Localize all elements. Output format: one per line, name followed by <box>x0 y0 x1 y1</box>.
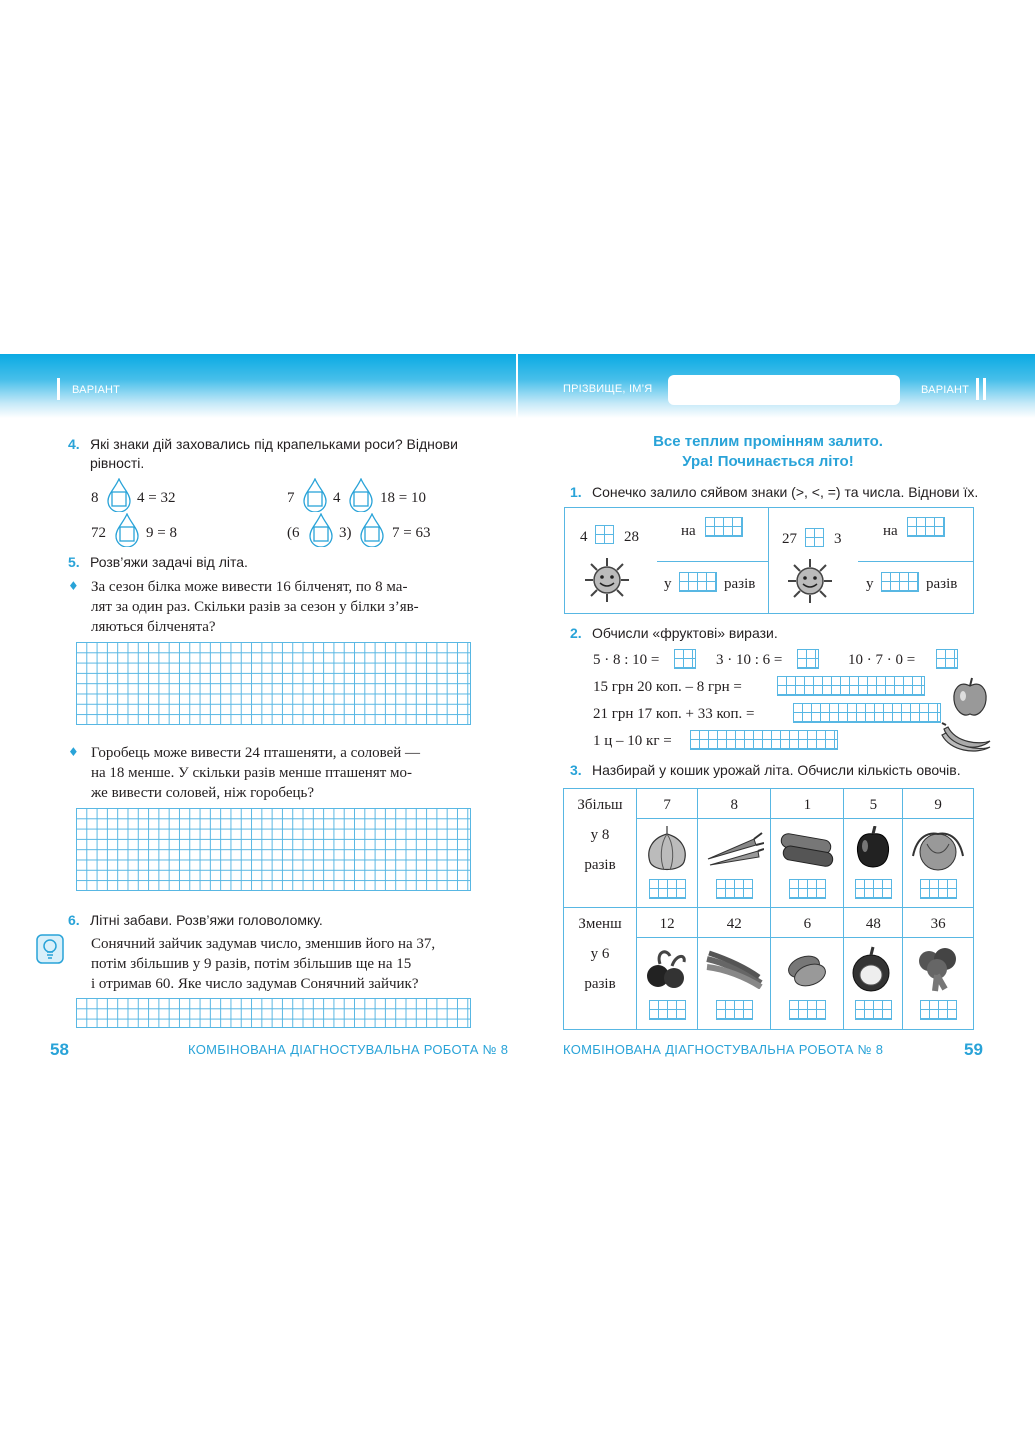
row1-label-1: Збільш <box>577 797 623 813</box>
task6-number: 6. <box>68 912 80 928</box>
eq2-a: 7 <box>287 490 295 506</box>
eq4-b: 3) <box>339 525 352 541</box>
sun2-na: на <box>883 523 898 539</box>
row1-value: 5 <box>844 789 903 819</box>
sun-icon <box>786 557 834 605</box>
task6-title: Літні забави. Розв’яжи головоломку. <box>90 912 323 928</box>
sun1-u: у <box>664 576 672 592</box>
answer-cells[interactable] <box>907 517 945 537</box>
answer-cells[interactable] <box>777 676 925 696</box>
task4-text-line2: рівності. <box>90 455 145 471</box>
sun1-raziv: разів <box>724 576 756 592</box>
eq1-left: 8 <box>91 490 99 506</box>
name-label: ПРІЗВИЩЕ, ІМ’Я <box>563 383 653 395</box>
answer-cells[interactable] <box>649 1000 686 1020</box>
eq4-a: (6 <box>287 525 300 541</box>
r-task3-number: 3. <box>570 762 582 778</box>
sun2-a: 27 <box>782 531 797 547</box>
eq2-c: 18 = 10 <box>380 490 426 506</box>
eq1-right: 4 = 32 <box>137 490 176 506</box>
expr-6: 1 ц – 10 кг = <box>593 733 672 749</box>
footer-title-left: КОМБІНОВАНА ДІАГНОСТУВАЛЬНА РОБОТА № 8 <box>188 1042 509 1057</box>
task5-p2-line1: Горобець може вивести 24 пташеняти, а соловей — <box>91 745 421 761</box>
expr-4: 15 грн 20 коп. – 8 грн = <box>593 679 742 695</box>
task6-p-line3: і отримав 60. Яке число задумав Сонячний зайчик? <box>91 976 419 992</box>
answer-cells[interactable] <box>936 649 958 669</box>
dewdrop-input[interactable] <box>114 513 140 547</box>
sun1-a: 4 <box>580 529 588 545</box>
answer-cells[interactable] <box>716 879 753 899</box>
answer-cells[interactable] <box>793 703 941 723</box>
answer-cells[interactable] <box>679 572 717 592</box>
harvest-table <box>563 788 974 1029</box>
eq3-right: 9 = 8 <box>146 525 177 541</box>
sun-task-divider <box>768 507 769 614</box>
answer-grid-1[interactable] <box>76 642 471 725</box>
page-number-right: 59 <box>964 1040 983 1059</box>
dewdrop-input[interactable] <box>106 478 132 512</box>
answer-cells[interactable] <box>674 649 696 669</box>
answer-cells[interactable] <box>797 649 819 669</box>
answer-cells[interactable] <box>789 1000 826 1020</box>
expr-5: 21 грн 17 коп. + 33 коп. = <box>593 706 755 722</box>
sun1-line <box>657 561 768 562</box>
beans-icon <box>705 949 763 989</box>
task5-p2-line3: же вивести соловей, ніж горобець? <box>91 785 315 801</box>
row2-label-1: Зменш <box>578 916 622 932</box>
task5-p1-line3: ляються білченята? <box>91 619 216 635</box>
apple-icon <box>951 676 989 718</box>
expr-2: 3 · 10 : 6 = <box>716 652 783 668</box>
answer-grid-2[interactable] <box>76 808 471 891</box>
eq2-b: 4 <box>333 490 341 506</box>
row1-value: 1 <box>771 789 844 819</box>
right-title-line2: Ура! Починається літо! <box>682 453 854 470</box>
name-input[interactable] <box>668 375 900 405</box>
left-variant-bar <box>57 378 60 400</box>
answer-cells[interactable] <box>881 572 919 592</box>
r-task2-number: 2. <box>570 625 582 641</box>
answer-cells[interactable] <box>920 879 957 899</box>
answer-cells[interactable] <box>920 1000 957 1020</box>
row2-label-2: у 6 <box>590 946 610 962</box>
task4-number: 4. <box>68 436 80 452</box>
r-task1-number: 1. <box>570 484 582 500</box>
dewdrop-input[interactable] <box>359 513 385 547</box>
r-task1-text: Сонечко залило сяйвом знаки (>, <, =) та числа. Віднови їх. <box>592 484 979 500</box>
task5-p1-line2: лят за один раз. Скільки разів за сезон у білки з’яв- <box>91 599 419 615</box>
onion-icon <box>849 945 897 993</box>
expr-3: 10 · 7 · 0 = <box>848 652 916 668</box>
cucumbers-icon <box>777 829 837 869</box>
lightbulb-icon <box>36 934 64 964</box>
row1-value: 8 <box>698 789 771 819</box>
row2-value: 48 <box>844 908 903 938</box>
dewdrop-input[interactable] <box>302 478 328 512</box>
task5-p2-line2: на 18 менше. У скільки разів менше пташенят мо- <box>91 765 413 781</box>
answer-cells[interactable] <box>690 730 838 750</box>
right-title-line1: Все теплим промінням залито. <box>653 433 883 450</box>
right-variant-label: ВАРІАНТ <box>921 384 970 396</box>
sun-icon <box>583 556 631 604</box>
sun2-b: 3 <box>834 531 842 547</box>
row1-value: 9 <box>903 789 974 819</box>
row2-value: 36 <box>903 908 974 938</box>
expr-1: 5 · 8 : 10 = <box>593 652 660 668</box>
task5-p1-line1: За сезон білка може вивести 16 білченят, по 8 ма- <box>91 579 408 595</box>
right-variant-bar-2 <box>983 378 986 400</box>
row1-value: 7 <box>637 789 698 819</box>
sign-cell[interactable] <box>595 525 614 544</box>
task5-number: 5. <box>68 554 80 570</box>
answer-cells[interactable] <box>649 879 686 899</box>
r-task3-text: Назбирай у кошик урожай літа. Обчисли кількість овочів. <box>592 762 961 778</box>
answer-cells[interactable] <box>855 879 892 899</box>
answer-cells[interactable] <box>716 1000 753 1020</box>
task6-p-line2: потім збільшив у 9 разів, потім збільшив ще на 15 <box>91 956 412 972</box>
broccoli-icon <box>913 945 963 993</box>
dewdrop-input[interactable] <box>348 478 374 512</box>
pepper-icon <box>853 826 893 872</box>
answer-cells[interactable] <box>789 879 826 899</box>
cucumber-icon <box>784 949 830 989</box>
sun2-raziv: разів <box>926 576 958 592</box>
row2-label-3: разів <box>584 976 616 992</box>
sign-cell[interactable] <box>805 528 824 547</box>
answer-cells[interactable] <box>705 517 743 537</box>
sun1-na: на <box>681 523 696 539</box>
row2-value: 42 <box>698 908 771 938</box>
cabbage-icon <box>909 826 967 872</box>
row1-label-3: разів <box>584 857 616 873</box>
bananas-icon <box>940 719 992 755</box>
sun2-u: у <box>866 576 874 592</box>
diamond-bullet-icon: ♦ <box>68 579 79 593</box>
dewdrop-input[interactable] <box>308 513 334 547</box>
row1-label-2: у 8 <box>590 827 610 843</box>
radish-icon <box>642 946 692 992</box>
r-task2-text: Обчисли «фруктові» вирази. <box>592 625 778 641</box>
answer-cells[interactable] <box>855 1000 892 1020</box>
garlic-icon <box>644 824 690 874</box>
left-variant-label: ВАРІАНТ <box>72 384 121 396</box>
task4-text-line1: Які знаки дій заховались під крапельками роси? Віднови <box>90 436 458 452</box>
task5-title: Розв’яжи задачі від літа. <box>90 554 248 570</box>
page-number-left: 58 <box>50 1040 69 1059</box>
diamond-bullet-icon: ♦ <box>68 745 79 759</box>
eq3-left: 72 <box>91 525 106 541</box>
right-variant-bar-1 <box>976 378 979 400</box>
answer-grid-3[interactable] <box>76 998 471 1028</box>
task6-p-line1: Сонячний зайчик задумав число, зменшив його на 37, <box>91 936 436 952</box>
carrots-icon <box>704 829 764 869</box>
eq4-c: 7 = 63 <box>392 525 431 541</box>
sun2-line <box>858 561 974 562</box>
row2-value: 12 <box>637 908 698 938</box>
footer-title-right: КОМБІНОВАНА ДІАГНОСТУВАЛЬНА РОБОТА № 8 <box>563 1042 884 1057</box>
row2-value: 6 <box>771 908 844 938</box>
sun1-b: 28 <box>624 529 639 545</box>
